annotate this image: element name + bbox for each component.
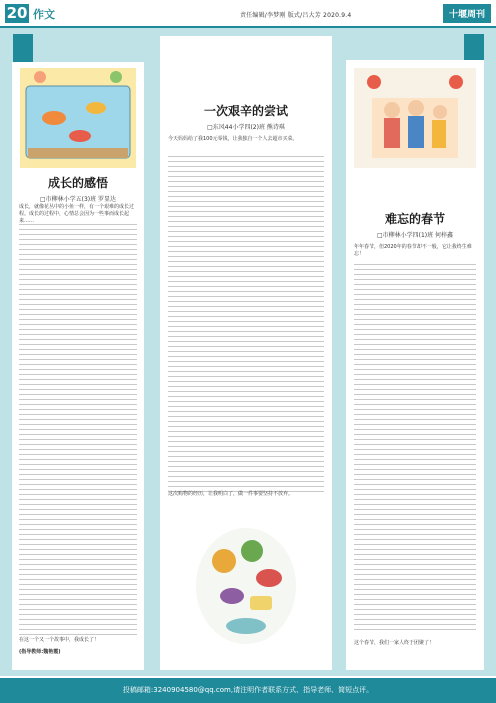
section-title: 作文 [33,8,55,21]
article-3-title: 难忘的春节 [384,212,445,226]
article-3-body [354,264,476,634]
article-1-title: 成长的感悟 [47,176,108,190]
article-3 [346,60,484,670]
article-1-closing: 在这一个又一个故事中，我成长了！ [19,637,100,643]
vegetables-illustration [194,506,298,656]
article-2-title: 一次艰辛的尝试 [203,104,288,118]
article-1-byline: □市柳林小学五(3)班 罗显达 [39,196,117,203]
article-2 [160,36,332,670]
article-1-teacher: (指导教师:魏艳霞) [19,649,61,655]
article-1-opening: 成长，就像花丛中的小鱼一样，有一个艰难的成长过程。成长的过程中，心情总会因为一些事而成长起来…… [19,204,135,224]
page-header [0,0,496,28]
article-3-opening: 年年春节，但2020年的春节却不一般，它让我终生难忘！ [354,244,472,257]
article-2-opening: 今天妈妈给了我100元零钱，让我独自一个人去超市买菜。 [168,136,298,142]
fish-tank-illustration [20,68,136,168]
article-3-closing: 这个春节，我们一家人终于团聚了！ [354,640,435,646]
page-number: 20 [6,4,28,22]
article-2-body [168,156,324,496]
article-2-closing: 这次购物的经历，让我明白了，做一件事要坚持不放弃。 [168,491,294,497]
brand-logo: 十堰周刊 [443,4,491,23]
submission-footer: 投稿邮箱:3240904580@qq.com,请注明作者联系方式、指导老师、简短点评。 [0,678,496,703]
article-3-byline: □市柳林小学四(1)班 何梓鑫 [376,232,454,239]
article-2-byline: □东风44小学四(2)班 熊诗琪 [207,124,285,131]
article-1-body [19,224,137,639]
article-1 [12,62,144,670]
family-illustration [354,68,476,168]
editor-info: 责任编辑/李梦刚 版式/吕大芳 2020.9.4 [240,12,352,19]
